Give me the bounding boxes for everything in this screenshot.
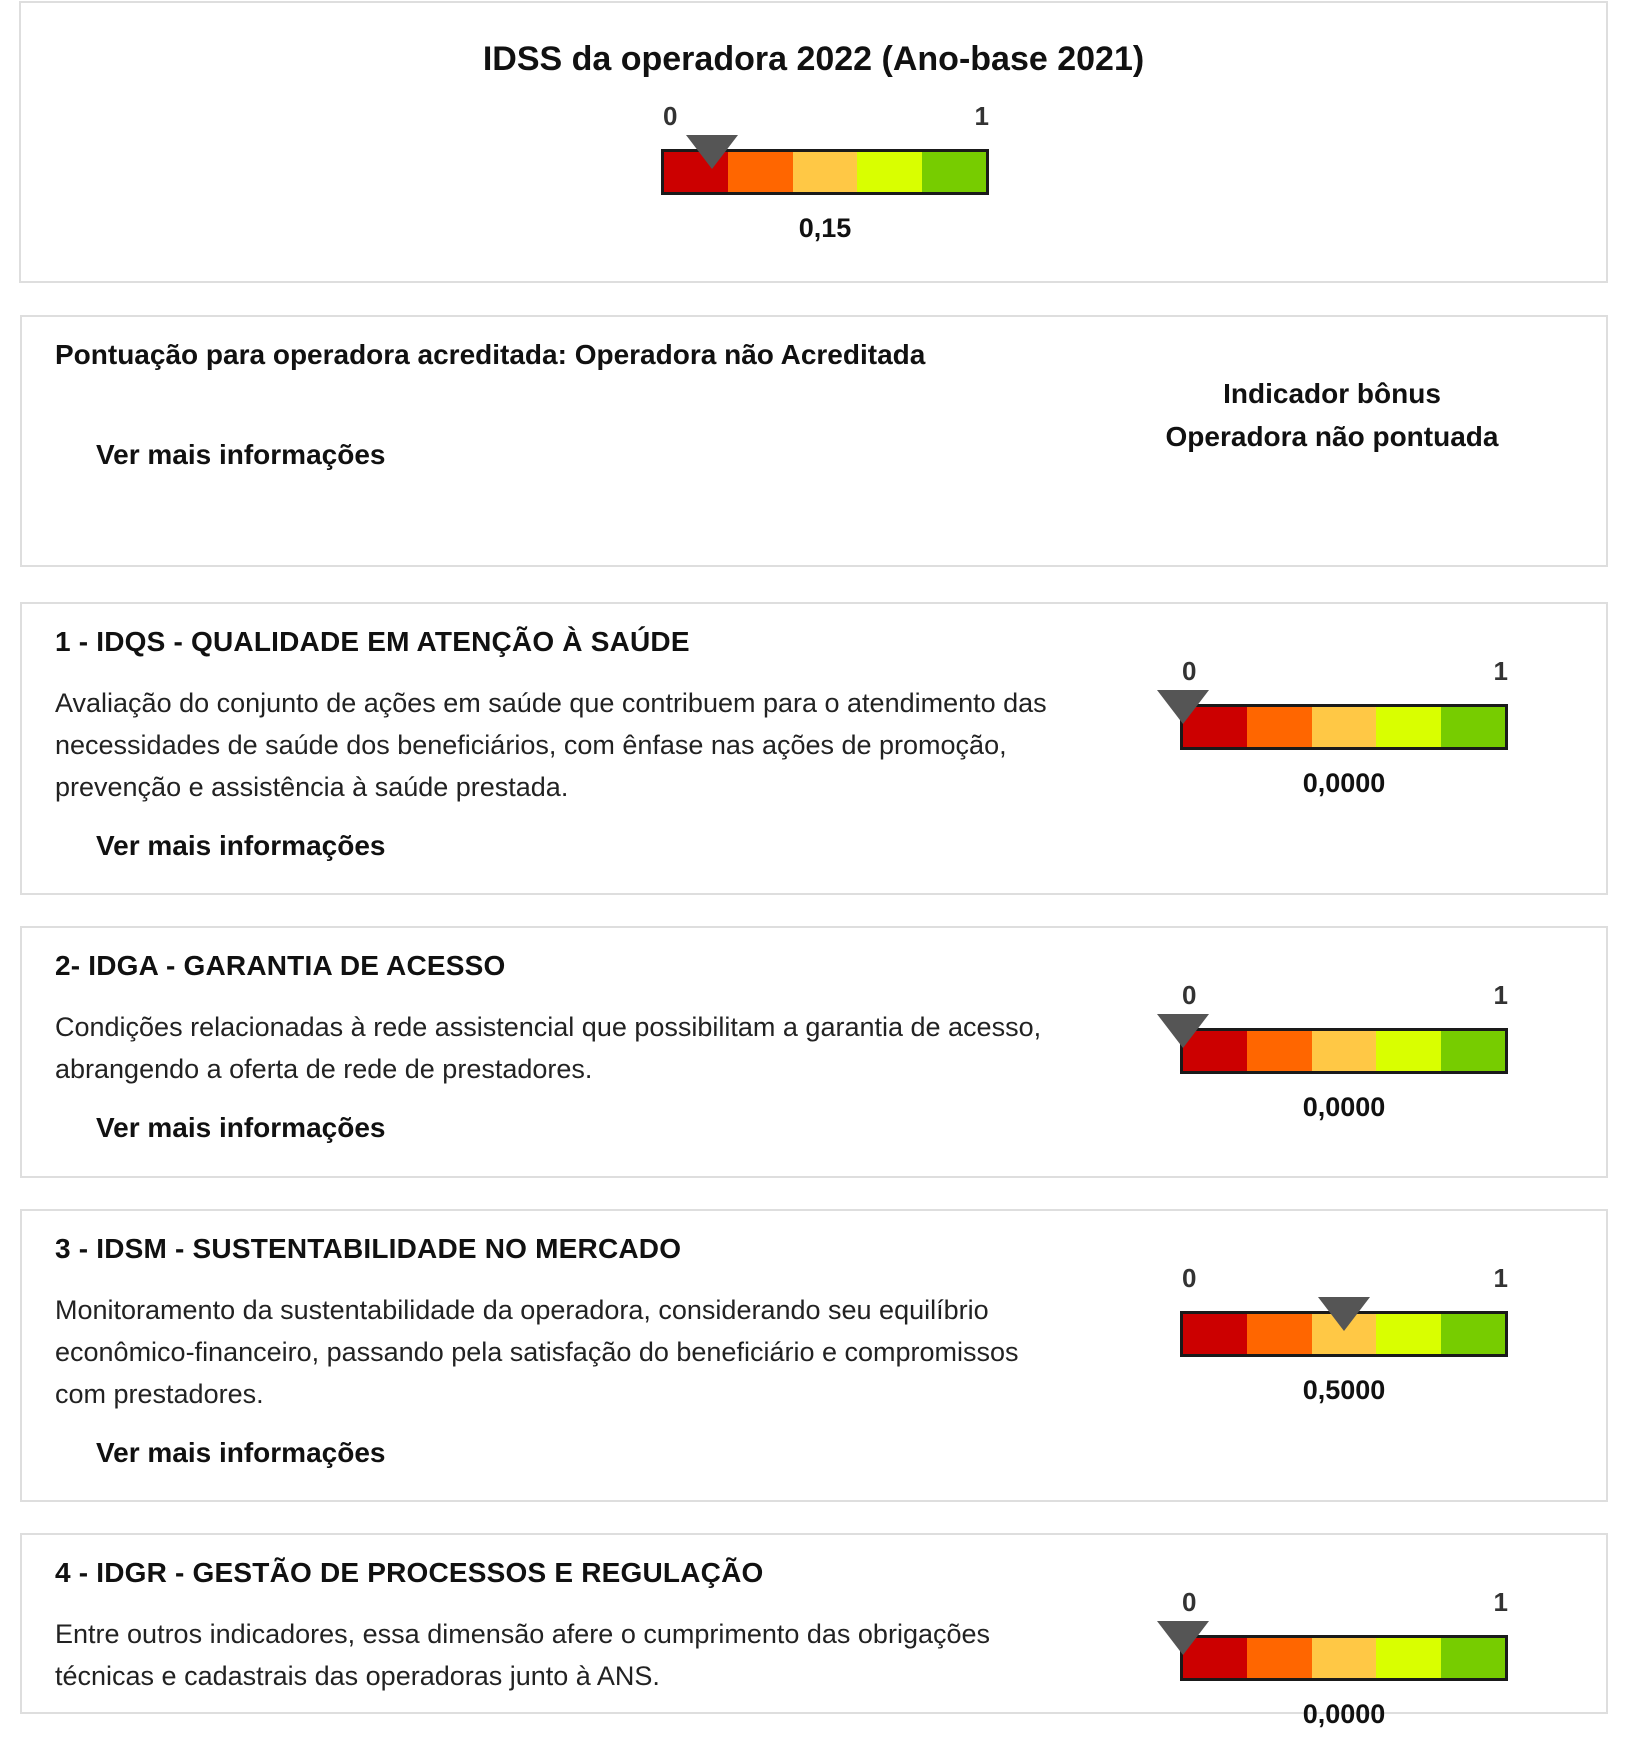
gauge-segment xyxy=(1247,1031,1311,1071)
gauge-segment xyxy=(857,152,921,192)
gauge-max-label: 1 xyxy=(1493,1587,1508,1617)
dimension-gauge xyxy=(1180,980,1508,1122)
gauge-segment xyxy=(1441,1638,1505,1678)
bonus-indicator xyxy=(1122,372,1542,458)
dimension-title: 1 - IDQS - QUALIDADE EM ATENÇÃO À SAÚDE xyxy=(55,626,690,657)
accreditation-heading: Pontuação para operadora acreditada: Operadora não Acreditada xyxy=(55,339,926,370)
gauge-segment xyxy=(922,152,986,192)
gauge-segment xyxy=(1312,707,1376,747)
gauge-pointer-icon xyxy=(1157,690,1209,724)
more-info-link[interactable]: Ver mais informações xyxy=(96,1112,386,1143)
page-title: IDSS da operadora 2022 (Ano-base 2021) xyxy=(482,40,1145,78)
more-info-link[interactable]: Ver mais informações xyxy=(96,830,386,861)
bonus-status: Operadora não pontuada xyxy=(1165,421,1499,452)
gauge-segment xyxy=(1376,1031,1440,1071)
gauge-min-label: 0 xyxy=(1182,1587,1197,1617)
dimension-description: Entre outros indicadores, essa dimensão afere o cumprimento das obrigações técnicas e cadastrais das operadoras junto à ANS. xyxy=(55,1619,991,1691)
gauge-segment xyxy=(1247,1638,1311,1678)
gauge-segment xyxy=(1376,1638,1440,1678)
gauge-segment xyxy=(1441,1031,1505,1071)
gauge-min-label: 0 xyxy=(1182,1263,1197,1293)
gauge-pointer-icon xyxy=(1157,1621,1209,1655)
dimension-card-idsm xyxy=(20,1209,1608,1502)
gauge-pointer-icon xyxy=(686,135,738,169)
gauge-segment xyxy=(1376,707,1440,747)
gauge-segment xyxy=(1247,1314,1311,1354)
more-info-link[interactable]: Ver mais informações xyxy=(96,1437,386,1468)
gauge-scale-bar xyxy=(1180,1635,1508,1681)
gauge-value: 0,0000 xyxy=(1302,1092,1386,1122)
gauge-scale-bar xyxy=(1180,1028,1508,1074)
dimension-description: Condições relacionadas à rede assistencial que possibilitam a garantia de acesso, abrangendo a oferta de rede de prestadores. xyxy=(55,1012,1042,1084)
more-info-link[interactable]: Ver mais informações xyxy=(96,439,386,470)
accreditation-card xyxy=(20,315,1608,567)
gauge-pointer-icon xyxy=(1318,1297,1370,1331)
dimension-gauge xyxy=(1180,1263,1508,1405)
gauge-segment xyxy=(1441,707,1505,747)
gauge-max-label: 1 xyxy=(1493,980,1508,1010)
bonus-title: Indicador bônus xyxy=(1223,378,1441,409)
idss-gauge xyxy=(661,101,989,243)
dimension-description: Avaliação do conjunto de ações em saúde que contribuem para o atendimento das necessidades de saúde dos beneficiários, com ênfase nas ações de promoção, prevenção e assistência à saúde prestada. xyxy=(55,688,1047,802)
dimension-card-idgr xyxy=(20,1533,1608,1729)
dimension-card-idqs xyxy=(20,602,1608,895)
dimension-gauge xyxy=(1180,1587,1508,1729)
dimension-description: Monitoramento da sustentabilidade da operadora, considerando seu equilíbrio econômico-financeiro, passando pela satisfação do beneficiário e compromissos com prestadores. xyxy=(55,1295,1019,1409)
gauge-segment xyxy=(1312,1031,1376,1071)
gauge-scale-bar xyxy=(1180,704,1508,750)
gauge-segment xyxy=(793,152,857,192)
gauge-value: 0,0000 xyxy=(1302,768,1386,798)
gauge-segment xyxy=(1183,1314,1247,1354)
gauge-min-label: 0 xyxy=(1182,980,1197,1010)
dimension-card-idga xyxy=(20,926,1608,1178)
gauge-min-label: 0 xyxy=(663,101,678,131)
gauge-segment xyxy=(1441,1314,1505,1354)
gauge-min-label: 0 xyxy=(1182,656,1197,686)
idss-summary-card xyxy=(19,1,1608,283)
gauge-segment xyxy=(1312,1638,1376,1678)
gauge-value: 0,5000 xyxy=(1302,1375,1386,1405)
dimension-title: 2- IDGA - GARANTIA DE ACESSO xyxy=(55,950,506,981)
gauge-segment xyxy=(1376,1314,1440,1354)
gauge-max-label: 1 xyxy=(974,101,989,131)
dimension-title: 3 - IDSM - SUSTENTABILIDADE NO MERCADO xyxy=(55,1233,682,1264)
dimension-gauge xyxy=(1180,656,1508,798)
gauge-value: 0,0000 xyxy=(1302,1699,1386,1729)
gauge-segment xyxy=(1247,707,1311,747)
gauge-pointer-icon xyxy=(1157,1014,1209,1048)
gauge-max-label: 1 xyxy=(1493,656,1508,686)
gauge-max-label: 1 xyxy=(1493,1263,1508,1293)
gauge-value: 0,15 xyxy=(798,213,852,243)
dimension-title: 4 - IDGR - GESTÃO DE PROCESSOS E REGULAÇÃO xyxy=(55,1557,764,1588)
